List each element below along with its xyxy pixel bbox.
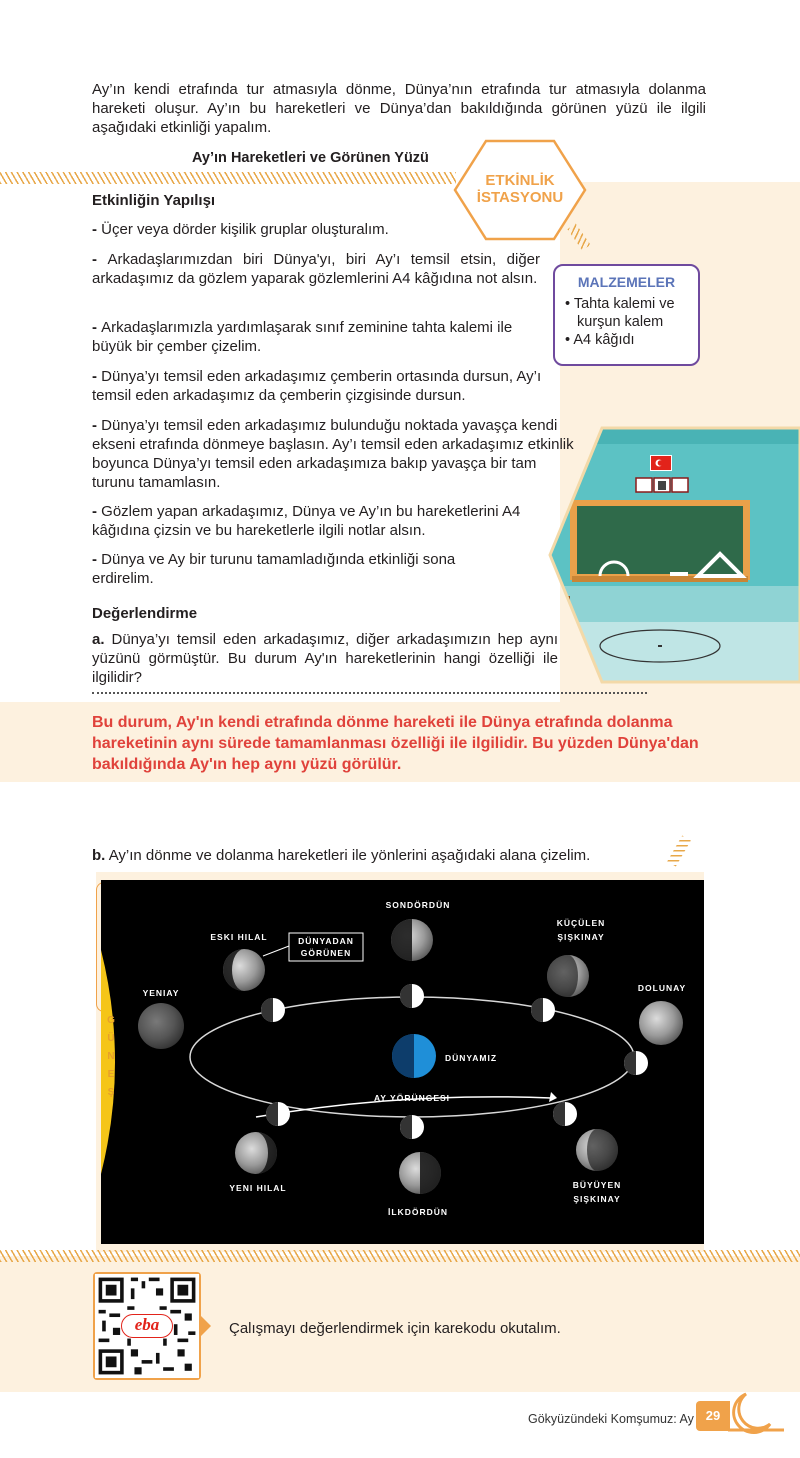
step-2-text: Arkadaşlarımızdan biri Dünya'yı, biri Ay’ı temsil etsin, diğer arkadaşımız da gözlem yaparak gözlemlerini A4 kâğıdına not alsın. xyxy=(92,251,540,287)
page-number: 29 xyxy=(696,1401,730,1431)
materials-item: • Tahta kalemi ve kurşun kalem xyxy=(565,296,675,330)
step-5: - Dünya’yı temsil eden arkadaşımız bulunduğu noktada yavaşça kendi ekseni etrafında dönmeye başlasın. Ay’ı temsil eden arkadaşımız etkinlik boyunca Dünya’yı temsil eden arkadaşımıza bakıp yavaşça bir tam turunu tamamlasın. xyxy=(92,417,574,491)
label-buyuyen: Büyüyen xyxy=(572,1180,622,1190)
question-a-label: a. xyxy=(92,631,105,648)
step-7-text: Dünya ve Ay bir turunu tamamladığında etkinliği sona erdirelim. xyxy=(92,551,456,587)
label-dolunay: Dolunay xyxy=(637,983,687,993)
label-ilkdordun: İlkdördün xyxy=(388,1207,448,1217)
step-1-text: Üçer veya dörder kişilik gruplar oluşturalım. xyxy=(101,221,389,238)
classroom-illustration xyxy=(530,426,800,684)
answer-line xyxy=(92,688,647,694)
question-b xyxy=(92,846,692,865)
step-5-text: Dünya’yı temsil eden arkadaşımız bulunduğu noktada yavaşça kendi ekseni etrafında dönmeye başlasın. Ay’ı temsil eden arkadaşımız etkinlik boyunca Dünya’yı temsil eden arkadaşımıza bakıp yavaşça bir tam turunu tamamlasın. xyxy=(92,417,574,491)
sun-letter: G xyxy=(107,1015,115,1026)
sun-letter: Ü xyxy=(107,1033,115,1044)
label-siskinay: Şışkınay xyxy=(557,932,605,942)
label-eski-hilal: Eski Hilal xyxy=(210,932,268,942)
earth xyxy=(392,1034,436,1078)
step-6: - Gözlem yapan arkadaşımız, Dünya ve Ay’ın bu hareketlerini A4 kâğıdına çizsin ve bu hareketlerle ilgili notlar alsın. xyxy=(92,503,521,539)
label-siskinay-2: Şışkınay xyxy=(573,1194,621,1204)
materials-item-text: A4 kâğıdı xyxy=(573,332,635,348)
howto-title: Etkinliğin Yapılışı xyxy=(92,192,216,209)
question-b-label: b. xyxy=(92,847,106,864)
step-6-text: Gözlem yapan arkadaşımız, Dünya ve Ay’ın bu hareketlerini A4 kâğıdına çizsin ve bu hareketlerle ilgili notlar alsın. xyxy=(92,503,521,539)
step-3-text: Arkadaşlarımızla yardımlaşarak sınıf zeminine tahta kalemi ile büyük bir çember çizelim. xyxy=(92,319,513,355)
label-yeni-hilal: Yeni Hilal xyxy=(229,1183,287,1193)
top-zigzag-border xyxy=(0,172,456,184)
label-earth: Dünyamız xyxy=(444,1053,498,1063)
callout-line2: Görünen xyxy=(300,948,352,958)
station-line1: ETKİNLİK xyxy=(485,172,555,189)
step-1: - Üçer veya dörder kişilik gruplar oluşturalım. xyxy=(92,221,389,238)
label-yeniay: Yeniay xyxy=(142,988,180,998)
intro-paragraph: Ay’ın kendi etrafında tur atmasıyla dönme, Dünya’nın etrafında tur atmasıyla dolanma hareketi oluşur. Ay’ın bu hareketleri ve Dünya’dan bakıldığında görünen yüzü ile ilgili aşağıdaki etkinliği yapalım. xyxy=(92,81,706,136)
station-line2: İSTASYONU xyxy=(476,189,564,206)
activity-station-label xyxy=(452,172,588,206)
sun-letter: N xyxy=(107,1051,115,1062)
label-orbit: Ay Yörüngesi xyxy=(373,1093,451,1103)
step-4-text: Dünya’yı temsil eden arkadaşımız çemberin ortasında dursun, Ay’ı temsil eden arkadaşımız da çemberin çizgisinde dursun. xyxy=(92,368,542,404)
bottom-zigzag-border xyxy=(0,1250,800,1262)
white-cover-diagram-right xyxy=(704,872,800,1252)
materials-list xyxy=(565,295,698,349)
qr-pointer-arrow xyxy=(201,1316,211,1336)
step-7: - Dünya ve Ay bir turunu tamamladığında etkinliği sona erdirelim. xyxy=(92,551,456,587)
materials-box xyxy=(553,264,700,366)
question-a xyxy=(92,630,558,687)
moon-phases-diagram xyxy=(101,880,704,1244)
step-4: - Dünya’yı temsil eden arkadaşımız çemberin ortasında dursun, Ay’ı temsil eden arkadaşımız da çemberin çizgisinde dursun. xyxy=(92,368,542,404)
question-a-text: Dünya’yı temsil eden arkadaşımız, diğer arkadaşımızın hep aynı yüzünü görmüştür. Bu durum Ay'ın hareketlerinin hangi özelliği ile ilgilidir? xyxy=(92,631,559,686)
materials-title: MALZEMELER xyxy=(577,274,676,290)
moon-logo-icon xyxy=(726,1388,786,1438)
question-b-text: Ay’ın dönme ve dolanma hareketleri ile yönlerini aşağıdaki alana çizelim. xyxy=(108,847,591,864)
footer-chapter-title: Gökyüzündeki Komşumuz: Ay xyxy=(528,1412,694,1426)
label-sondordun: Sondördün xyxy=(385,900,451,910)
activity-title: Ay’ın Hareketleri ve Görünen Yüzü xyxy=(192,150,429,166)
sun-letter: Ş xyxy=(107,1087,115,1098)
white-cover-diagram-left xyxy=(0,872,96,1252)
answer-a: Bu durum, Ay'ın kendi etrafında dönme hareketi ile Dünya etrafında dolanma hareketinin aynı sürede tamamlanması özelliği ile ilgilidir. Bu yüzden Dünya'dan bakıldığında Ay'ın hep aynı yüzü görülür. xyxy=(92,714,699,773)
evaluation-title: Değerlendirme xyxy=(92,605,198,622)
eba-logo xyxy=(121,1314,173,1338)
label-kuculen: Küçülen xyxy=(556,918,606,928)
materials-item-text: Tahta kalemi ve kurşun kalem xyxy=(573,296,675,330)
step-3: - Arkadaşlarımızla yardımlaşarak sınıf zeminine tahta kalemi ile büyük bir çember çizelim. xyxy=(92,319,513,355)
sun-letter: E xyxy=(107,1069,115,1080)
qr-code[interactable] xyxy=(93,1272,201,1380)
materials-item: • A4 kâğıdı xyxy=(565,332,635,348)
step-2: - Arkadaşlarımızdan biri Dünya'yı, biri Ay’ı temsil etsin, diğer arkadaşımız da gözlem yaparak gözlemlerini A4 kâğıdına not alsın. xyxy=(92,251,540,287)
eba-logo-text: eba xyxy=(134,1315,160,1334)
callout-line1: Dünyadan xyxy=(298,936,354,946)
qr-instruction: Çalışmayı değerlendirmek için karekodu okutalım. xyxy=(229,1320,561,1337)
